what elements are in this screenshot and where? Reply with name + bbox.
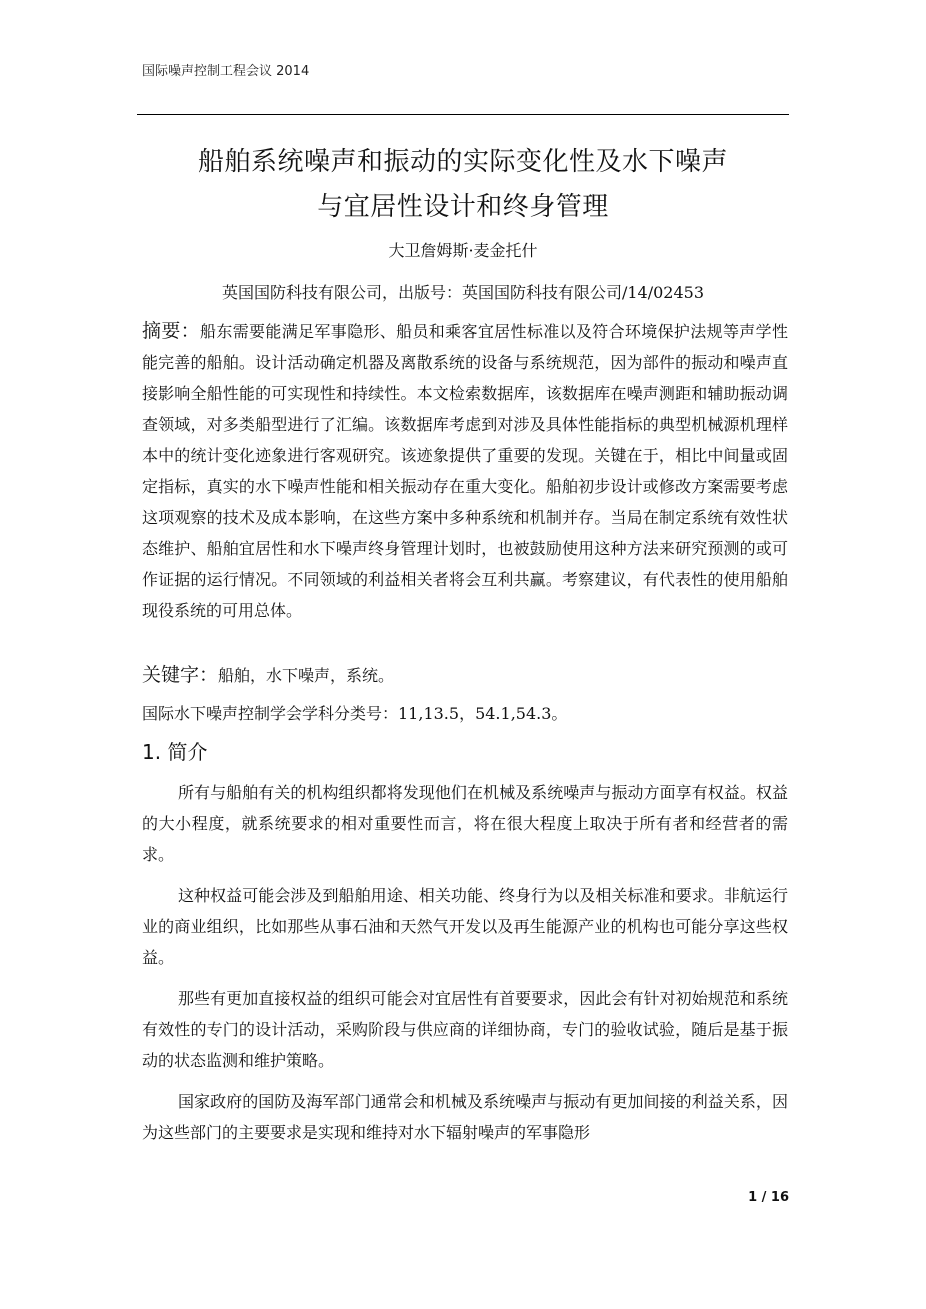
- page-number: 1 / 16: [748, 1190, 789, 1205]
- paper-title-line-2: 与宜居性设计和终身管理: [317, 192, 609, 222]
- paper-title-line-1: 船舶系统噪声和振动的实际变化性及水下噪声: [197, 147, 728, 177]
- intro-paragraph-3: 那些有更加直接权益的组织可能会对宜居性有首要要求，因此会有针对初始规范和系统有效性的专门的设计活动，采购阶段与供应商的详细协商，专门的验收试验，随后是基于振动的状态监测和维护策略。: [142, 989, 788, 1070]
- abstract-label: 摘要：: [142, 320, 201, 342]
- abstract: [142, 316, 788, 626]
- intro-paragraph-4: 国家政府的国防及海军部门通常会和机械及系统噪声与振动有更加间接的利益关系，因为这些部门的主要要求是实现和维持对水下辐射噪声的军事隐形: [142, 1092, 788, 1142]
- running-header: 国际噪声控制工程会议 2014: [142, 64, 310, 79]
- author-name: 大卫詹姆斯·麦金托什: [388, 241, 538, 260]
- author-affiliation: 英国国防科技有限公司，出版号：英国国防科技有限公司/14/02453: [221, 283, 705, 302]
- intro-paragraph-1: 所有与船舶有关的机构组织都将发现他们在机械及系统噪声与振动方面享有权益。权益的大小程度，就系统要求的相对重要性而言，将在很大程度上取决于所有者和经营者的需求。: [142, 783, 788, 864]
- subject-classification: 国际水下噪声控制学会学科分类号：11,13.5，54.1,54.3。: [142, 704, 568, 723]
- intro-paragraph-2: 这种权益可能会涉及到船舶用途、相关功能、终身行为以及相关标准和要求。非航运行业的商业组织，比如那些从事石油和天然气开发以及再生能源产业的机构也可能分享这些权益。: [142, 886, 788, 967]
- keywords: [142, 660, 788, 691]
- abstract-text: 船东需要能满足军事隐形、船员和乘客宜居性标准以及符合环境保护法规等声学性能完善的船舶。设计活动确定机器及离散系统的设备与系统规范，因为部件的振动和噪声直接影响全船性能的可实现性和持续性。本文检索数据库，该数据库在噪声测距和辅助振动调查领域，对多类船型进行了汇编。该数据库考虑到对涉及具体性能指标的典型机械源机理样本中的统计变化迹象进行客观研究。该迹象提供了重要的发现。关键在于，相比中间量或固定指标，真实的水下噪声性能和相关振动存在重大变化。船舶初步设计或修改方案需要考虑这项观察的技术及成本影响，在这些方案中多种系统和机制并存。当局在制定系统有效性状态维护、船舶宜居性和水下噪声终身管理计划时，也被鼓励使用这种方法来研究预测的或可作证据的运行情况。不同领域的利益相关者将会互利共赢。考察建议，有代表性的使用船舶现役系统的可用总体。: [142, 322, 788, 620]
- header-rule: [137, 114, 789, 115]
- section-heading-introduction: 1. 简介: [142, 740, 208, 764]
- keywords-label: 关键字：: [142, 664, 219, 686]
- keywords-text: 船舶，水下噪声，系统。: [218, 666, 395, 685]
